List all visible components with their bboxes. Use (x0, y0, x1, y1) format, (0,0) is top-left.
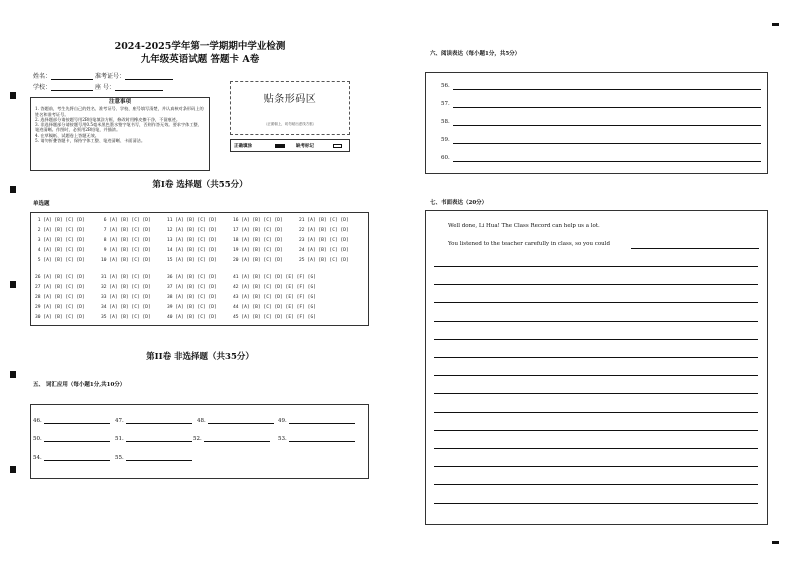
vocab-answer-line[interactable] (44, 454, 110, 461)
registration-mark (10, 371, 16, 378)
notice-box (30, 97, 210, 171)
writing-line[interactable] (434, 484, 758, 485)
writing-line[interactable] (434, 466, 758, 467)
vocab-item: 49. (278, 417, 355, 424)
vocab-item: 53. (278, 435, 355, 442)
seat-label: 座 号： (94, 84, 115, 91)
registration-mark (10, 92, 16, 99)
choice-row-42[interactable]: 42 [A] [B] [C] [D] [E] [F] [G] (233, 285, 316, 290)
choice-row-20[interactable]: 20 [A] [B] [C] [D] (233, 258, 283, 263)
answer-sheet-title: 九年级英语试题 答题卡 A卷 (140, 54, 260, 65)
vocab-answer-line[interactable] (126, 417, 192, 424)
vocab-item: 51. (115, 435, 192, 442)
choice-row-13[interactable]: 13 [A] [B] [C] [D] (167, 238, 217, 243)
barcode-area (230, 81, 350, 135)
vocab-item: 52. (193, 435, 270, 442)
choice-row-2[interactable]: 2 [A] [B] [C] [D] (35, 228, 85, 233)
choice-row-24[interactable]: 24 [A] [B] [C] [D] (299, 248, 349, 253)
reading-answer-line[interactable] (453, 161, 761, 162)
vocab-answer-line[interactable] (44, 435, 110, 442)
exam-number-field[interactable] (125, 72, 173, 80)
writing-line[interactable] (434, 284, 758, 285)
choice-row-12[interactable]: 12 [A] [B] [C] [D] (167, 228, 217, 233)
choice-row-5[interactable]: 5 [A] [B] [C] [D] (35, 258, 85, 263)
choice-row-9[interactable]: 9 [A] [B] [C] [D] (101, 248, 151, 253)
choice-row-14[interactable]: 14 [A] [B] [C] [D] (167, 248, 217, 253)
choice-row-3[interactable]: 3 [A] [B] [C] [D] (35, 238, 85, 243)
writing-line[interactable] (434, 503, 758, 504)
writing-prompt-line2: You listened to the teacher carefully in class, so you could (448, 241, 610, 247)
correct-fill-label: 正确填涂 (234, 144, 252, 149)
vocab-box (30, 404, 369, 479)
choice-row-19[interactable]: 19 [A] [B] [C] [D] (233, 248, 283, 253)
registration-mark (772, 541, 779, 544)
choice-row-15[interactable]: 15 [A] [B] [C] [D] (167, 258, 217, 263)
school-field[interactable] (51, 83, 93, 91)
writing-line[interactable] (434, 430, 758, 431)
choice-row-29[interactable]: 29 [A] [B] [C] [D] (35, 305, 85, 310)
choice-row-6[interactable]: 6 [A] [B] [C] [D] (101, 218, 151, 223)
choice-row-18[interactable]: 18 [A] [B] [C] [D] (233, 238, 283, 243)
choice-row-28[interactable]: 28 [A] [B] [C] [D] (35, 295, 85, 300)
reading-box (425, 72, 768, 174)
reading-item: 57. (441, 101, 761, 109)
choice-row-40[interactable]: 40 [A] [B] [C] [D] (167, 315, 217, 320)
vocab-answer-line[interactable] (208, 417, 274, 424)
choice-row-43[interactable]: 43 [A] [B] [C] [D] [E] [F] [G] (233, 295, 316, 300)
choice-row-45[interactable]: 45 [A] [B] [C] [D] [E] [F] [G] (233, 315, 316, 320)
vocab-answer-line[interactable] (44, 417, 110, 424)
school-row (33, 82, 163, 91)
writing-line[interactable] (434, 412, 758, 413)
writing-line[interactable] (434, 393, 758, 394)
barcode-label: 贴条形码区 (263, 94, 317, 105)
name-label: 姓名： (33, 73, 52, 80)
reading-item: 56. (441, 83, 761, 91)
choice-row-17[interactable]: 17 [A] [B] [C] [D] (233, 228, 283, 233)
vocab-answer-line[interactable] (204, 435, 270, 442)
writing-line[interactable] (434, 448, 758, 449)
reading-answer-line[interactable] (453, 107, 761, 108)
choice-row-26[interactable]: 26 [A] [B] [C] [D] (35, 275, 85, 280)
reading-section-title: 六、阅读表达（每小题1分，共5分） (430, 51, 521, 57)
writing-prompt-line1: Well done, Li Hua! The Class Record can help us a lot. (448, 223, 600, 229)
reading-item: 59. (441, 137, 761, 145)
choice-row-1[interactable]: 1 [A] [B] [C] [D] (35, 218, 85, 223)
barcode-hint: （正面朝上，切勿贴出虚线方框） (263, 122, 317, 126)
choice-row-21[interactable]: 21 [A] [B] [C] [D] (299, 218, 349, 223)
choice-row-7[interactable]: 7 [A] [B] [C] [D] (101, 228, 151, 233)
reading-item: 60. (441, 155, 761, 163)
choice-row-23[interactable]: 23 [A] [B] [C] [D] (299, 238, 349, 243)
vocab-section-title: 五、 词汇应用（每小题1分,共10分） (33, 382, 126, 388)
vocab-item: 48. (197, 417, 274, 424)
choice-row-44[interactable]: 44 [A] [B] [C] [D] [E] [F] [G] (233, 305, 316, 310)
writing-box (425, 210, 768, 525)
name-row (33, 71, 173, 80)
school-label: 学校： (33, 84, 52, 91)
notice-item: 2. 选择题部分请按题号用2B铅笔填涂方框，修改时用橡皮擦干净，不留痕迹。 (35, 116, 181, 122)
vocab-answer-line[interactable] (126, 435, 192, 442)
seat-field[interactable] (115, 83, 163, 91)
notice-title: 注意事项 (108, 99, 131, 105)
choice-row-37[interactable]: 37 [A] [B] [C] [D] (167, 285, 217, 290)
choice-row-38[interactable]: 38 [A] [B] [C] [D] (167, 295, 217, 300)
notice-item: 3. 非选择题部分请按题号用0.5毫米黑色墨水签字笔书写，否则作答无效。要求字体工整、笔迹清晰。作图时，必须用2B铅笔，并描浓。 (35, 122, 202, 133)
exam-number-label: 准考证号： (94, 73, 125, 80)
reading-answer-line[interactable] (453, 143, 761, 144)
absent-mark-label: 缺考标记 (296, 144, 314, 149)
choice-row-8[interactable]: 8 [A] [B] [C] [D] (101, 238, 151, 243)
choice-row-25[interactable]: 25 [A] [B] [C] [D] (299, 258, 349, 263)
choice-row-32[interactable]: 32 [A] [B] [C] [D] (101, 285, 151, 290)
registration-mark (10, 281, 16, 288)
reading-answer-line[interactable] (453, 125, 761, 126)
vocab-item: 50. (33, 435, 110, 442)
vocab-answer-line[interactable] (289, 435, 355, 442)
choice-row-35[interactable]: 35 [A] [B] [C] [D] (101, 315, 151, 320)
choice-row-11[interactable]: 11 [A] [B] [C] [D] (167, 218, 217, 223)
name-field[interactable] (51, 72, 93, 80)
writing-line[interactable] (434, 357, 758, 358)
writing-line[interactable] (434, 321, 758, 322)
exam-title: 2024-2025学年第一学期期中学业检测 (114, 41, 286, 52)
filled-box-sample (275, 144, 285, 148)
writing-line[interactable] (434, 339, 758, 340)
reading-item: 58. (441, 119, 761, 127)
fill-example-row (230, 139, 350, 152)
multiple-choice-grid (30, 212, 369, 326)
writing-line[interactable] (434, 266, 758, 267)
part2-title: 第II卷 非选择题（共35分） (146, 352, 254, 362)
vocab-answer-line[interactable] (289, 417, 355, 424)
writing-continue-line[interactable] (631, 248, 759, 249)
vocab-item: 55. (115, 454, 192, 461)
notice-item: 4. 在草稿纸、试题卷上答题无效。 (35, 132, 99, 138)
reading-answer-line[interactable] (453, 89, 761, 90)
choice-row-27[interactable]: 27 [A] [B] [C] [D] (35, 285, 85, 290)
notice-item: 5. 请勿折叠答题卡，保持字体工整、笔迹清晰、卡面清洁。 (35, 138, 146, 144)
choice-row-34[interactable]: 34 [A] [B] [C] [D] (101, 305, 151, 310)
writing-section-title: 七、书面表达（20分） (430, 200, 488, 206)
choice-row-10[interactable]: 10 [A] [B] [C] [D] (101, 258, 151, 263)
choice-row-31[interactable]: 31 [A] [B] [C] [D] (101, 275, 151, 280)
choice-row-41[interactable]: 41 [A] [B] [C] [D] [E] [F] [G] (233, 275, 316, 280)
absent-mark-box[interactable] (333, 144, 342, 148)
vocab-item: 54. (33, 454, 110, 461)
writing-line[interactable] (434, 302, 758, 303)
choice-row-36[interactable]: 36 [A] [B] [C] [D] (167, 275, 217, 280)
registration-mark (10, 466, 16, 473)
choice-row-30[interactable]: 30 [A] [B] [C] [D] (35, 315, 85, 320)
vocab-item: 47. (115, 417, 192, 424)
writing-line[interactable] (434, 375, 758, 376)
single-choice-label: 单选题 (33, 201, 50, 207)
vocab-item: 46. (33, 417, 110, 424)
choice-row-33[interactable]: 33 [A] [B] [C] [D] (101, 295, 151, 300)
notice-item: 1. 答题前，考生先将自己的姓名、准考证号、学校、座号填写清楚，并认真核对条形码上的姓名和准考证号。 (35, 106, 204, 117)
choice-row-16[interactable]: 16 [A] [B] [C] [D] (233, 218, 283, 223)
part1-title: 第I卷 选择题（共55分） (152, 180, 248, 190)
choice-row-39[interactable]: 39 [A] [B] [C] [D] (167, 305, 217, 310)
registration-mark (772, 23, 779, 26)
vocab-answer-line[interactable] (126, 454, 192, 461)
choice-row-22[interactable]: 22 [A] [B] [C] [D] (299, 228, 349, 233)
choice-row-4[interactable]: 4 [A] [B] [C] [D] (35, 248, 85, 253)
